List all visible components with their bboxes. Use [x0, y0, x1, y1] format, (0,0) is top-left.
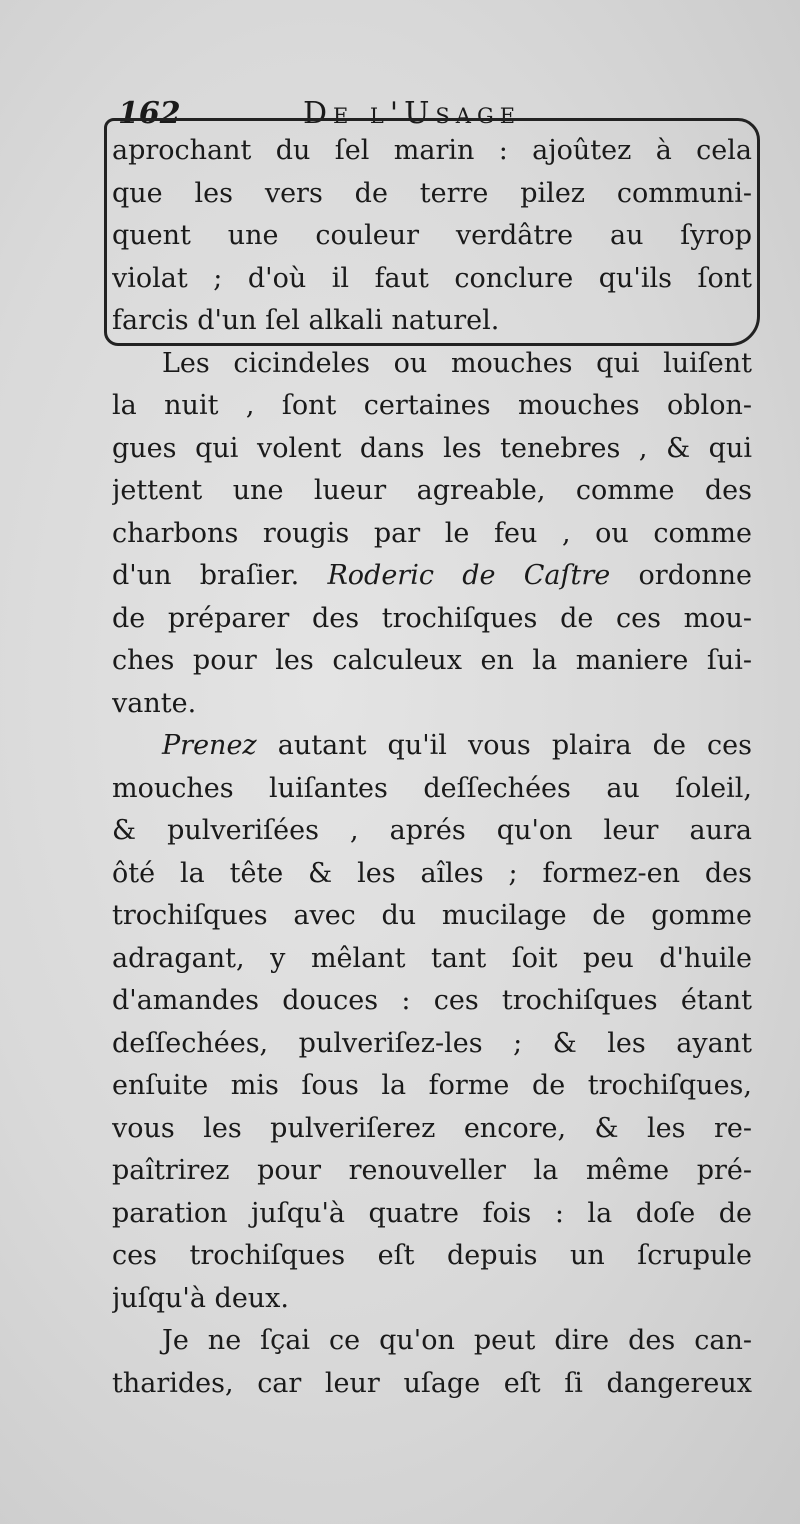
text-line: ôté la tête & les aîles ; formez-en des — [112, 857, 752, 889]
text-line: d'un braſier. Roderic de Caſtre ordonne — [112, 560, 752, 591]
italic-phrase: Prenez — [162, 730, 257, 761]
text-line: Je ne ſçai ce qu'on peut dire des can- — [162, 1325, 752, 1356]
body-text — [112, 130, 752, 1405]
text-line: adragant, y mêlant tant ſoit peu d'huile — [112, 942, 752, 974]
italic-phrase: Roderic de Caſtre — [327, 560, 611, 591]
text-line: juſqu'à deux. — [112, 1282, 289, 1314]
text-line: paîtrirez pour renouveller la même pré- — [112, 1155, 752, 1186]
text-line: & pulveriſées , aprés qu'on leur aura — [112, 815, 752, 846]
text-line: enſuite mis ſous la forme de trochiſques, — [112, 1070, 752, 1101]
text-line: ches pour les calculeux en la maniere ſui- — [112, 645, 752, 676]
text-line: vante. — [112, 687, 197, 719]
text-line: de préparer des trochiſques de ces mou- — [112, 602, 752, 634]
page-number: 162 — [118, 96, 181, 131]
text-line: charbons rougis par le feu , ou comme — [112, 517, 752, 549]
text-line: jettent une lueur agreable, comme des — [112, 475, 752, 506]
text-line: paration juſqu'à quatre fois : la doſe de — [112, 1197, 752, 1229]
text-line: farcis d'un ſel alkali naturel. — [112, 305, 500, 336]
text-line: la nuit , ſont certaines mouches oblon- — [112, 390, 752, 421]
text-line: d'amandes douces : ces trochiſques étant — [112, 985, 752, 1016]
text-line: que les vers de terre pilez communi- — [112, 177, 752, 209]
text-line: quent une couleur verdâtre au ſyrop — [112, 220, 752, 251]
running-title: De l'Usage — [303, 96, 522, 131]
text-line: ces trochiſques eſt depuis un ſcrupule — [112, 1240, 752, 1271]
text-line: trochiſques avec du mucilage de gomme — [112, 900, 752, 931]
text-line: gues qui volent dans les tenebres , & qui — [112, 432, 752, 464]
text-line: violat ; d'où il faut conclure qu'ils ſont — [112, 262, 752, 294]
text-line: deſſechées, pulveriſez-les ; & les ayant — [112, 1027, 752, 1059]
text-line: Les cicindeles ou mouches qui luiſent — [162, 347, 752, 379]
text-line: Prenez autant qu'il vous plaira de ces — [162, 730, 752, 761]
text-line: tharides, car leur uſage eſt ſi dangereux — [112, 1367, 752, 1399]
text-line: aprochant du ſel marin : ajoûtez à cela — [112, 135, 752, 166]
text-line: mouches luiſantes deſſechées au ſoleil, — [112, 772, 752, 804]
text-line: vous les pulveriſerez encore, & les re- — [112, 1112, 752, 1144]
